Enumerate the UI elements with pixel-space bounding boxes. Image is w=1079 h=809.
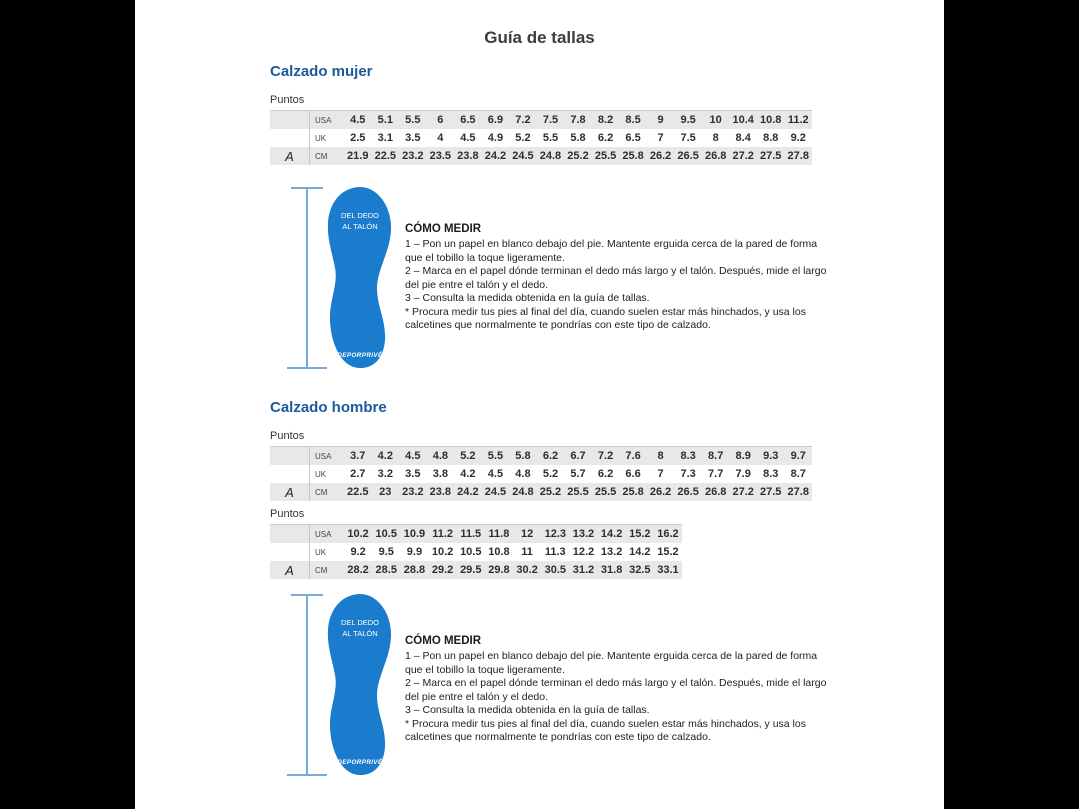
size-value: 13.2 <box>572 528 595 540</box>
marker-spacer <box>270 525 310 543</box>
size-value: 29.8 <box>488 564 510 576</box>
size-value: 28.5 <box>375 564 397 576</box>
foot-diagram-graphic <box>287 184 399 372</box>
marker-spacer <box>270 447 310 465</box>
size-value: 4 <box>437 132 444 144</box>
size-value: 31.2 <box>572 564 595 576</box>
row-label: UK <box>315 547 327 557</box>
how-to-measure-men <box>405 635 833 745</box>
size-value: 3.5 <box>405 132 421 144</box>
instruction-step-3: 3 – Consulta la medida obtenida en la guía de tallas. <box>405 292 650 304</box>
size-value: 23.2 <box>402 486 424 498</box>
size-value: 25.2 <box>539 486 562 498</box>
size-value: 5.8 <box>570 132 586 144</box>
size-value: 5.5 <box>542 132 559 144</box>
size-value: 4.8 <box>515 468 531 480</box>
size-value: 24.2 <box>457 486 479 498</box>
size-value: 23.8 <box>457 150 479 162</box>
row-label: CM <box>315 565 328 575</box>
how-to-measure-title: CÓMO MEDIR <box>405 635 482 647</box>
size-value: 10.2 <box>431 546 454 558</box>
size-value: 6.5 <box>460 114 476 126</box>
brand-logo: DEPORPRIVÉ <box>337 352 383 359</box>
size-value: 10.2 <box>347 528 369 540</box>
size-value: 7.2 <box>515 114 531 126</box>
size-value: 13.2 <box>600 546 623 558</box>
size-value: 15.2 <box>657 546 679 558</box>
size-table-women <box>270 110 812 165</box>
size-value: 25.5 <box>567 486 589 498</box>
size-value: 4.5 <box>350 114 366 126</box>
size-value: 5.8 <box>515 450 531 462</box>
size-value: 30.2 <box>516 564 538 576</box>
size-value: 2.7 <box>350 468 366 480</box>
size-value: 22.5 <box>347 486 369 498</box>
brand-logo: DEPORPRIVÉ <box>337 759 383 766</box>
size-row-uk <box>270 465 812 483</box>
size-value: 24.5 <box>512 150 534 162</box>
size-value: 12.3 <box>544 528 566 540</box>
row-label: CM <box>315 487 328 497</box>
size-value: 27.2 <box>732 486 754 498</box>
size-value: 27.5 <box>760 150 782 162</box>
foot-label-line2: AL TALÓN <box>342 629 378 638</box>
size-value: 6.9 <box>487 114 504 126</box>
row-label: USA <box>315 451 332 461</box>
size-value: 7.5 <box>680 132 696 144</box>
size-value: 6.2 <box>597 468 614 480</box>
section-heading-men: Calzado hombre <box>270 399 387 416</box>
size-value: 22.5 <box>374 150 396 162</box>
size-value: 14.2 <box>600 528 623 540</box>
size-value: 33.1 <box>657 564 679 576</box>
size-value: 10.8 <box>488 546 510 558</box>
size-value: 6 <box>437 114 444 126</box>
size-value: 9 <box>657 114 664 126</box>
size-value: 9.3 <box>763 450 779 462</box>
size-value: 7.2 <box>597 450 614 462</box>
size-guide-sheet <box>135 0 944 809</box>
size-value: 8.7 <box>708 450 724 462</box>
size-value: 29.2 <box>431 564 454 576</box>
size-value: 5.5 <box>405 114 421 126</box>
size-value: 7.9 <box>735 468 751 480</box>
how-to-measure-women <box>405 223 833 333</box>
size-value: 27.8 <box>787 150 809 162</box>
size-value: 9.9 <box>406 546 423 558</box>
measurement-line <box>287 595 327 775</box>
size-value: 11 <box>521 546 533 558</box>
size-value: 8.3 <box>680 450 696 462</box>
size-value: 4.5 <box>487 468 504 480</box>
size-value: 23.8 <box>429 486 452 498</box>
size-value: 7.6 <box>625 450 641 462</box>
marker-spacer <box>270 129 310 147</box>
size-value: 10.4 <box>732 114 754 126</box>
size-table-men-2 <box>270 524 682 579</box>
points-label-men-2: Puntos <box>270 508 305 520</box>
size-value: 7 <box>657 132 664 144</box>
size-value: 9.7 <box>790 450 806 462</box>
size-value: 16.2 <box>657 528 679 540</box>
foot-label-line1: DEL DEDO <box>340 618 380 627</box>
size-row-uk <box>270 129 812 147</box>
size-value: 5.7 <box>570 468 586 480</box>
size-row-uk <box>270 543 682 561</box>
points-label-men-1: Puntos <box>270 430 305 442</box>
marker-spacer <box>270 465 310 483</box>
size-value: 3.1 <box>377 132 393 144</box>
page-title: Guía de tallas <box>484 28 595 47</box>
size-value: 32.5 <box>629 564 651 576</box>
size-value: 7.7 <box>708 468 724 480</box>
size-value: 7 <box>657 468 664 480</box>
size-value: 10.8 <box>760 114 782 126</box>
size-value: 8.8 <box>763 132 779 144</box>
size-value: 26.5 <box>677 486 699 498</box>
size-value: 4.2 <box>377 450 393 462</box>
size-value: 30.5 <box>544 564 566 576</box>
size-value: 6.2 <box>597 132 614 144</box>
size-value: 5.2 <box>542 468 559 480</box>
size-value: 4.5 <box>460 132 476 144</box>
size-value: 23.5 <box>429 150 452 162</box>
size-value: 8 <box>657 450 664 462</box>
size-value: 8.4 <box>735 132 751 144</box>
size-value: 4.2 <box>460 468 476 480</box>
points-label-women: Puntos <box>270 94 305 106</box>
size-value: 5.2 <box>515 132 531 144</box>
size-value: 4.5 <box>405 450 421 462</box>
size-value: 8.2 <box>597 114 614 126</box>
row-label: USA <box>315 115 332 125</box>
size-value: 11.2 <box>787 114 809 126</box>
foot-label-line1: DEL DEDO <box>340 211 380 220</box>
size-value: 3.2 <box>377 468 393 480</box>
size-value: 31.8 <box>600 564 623 576</box>
size-value: 6.2 <box>542 450 559 462</box>
size-row-cm <box>270 483 812 501</box>
instruction-note: * Procura medir tus pies al final del día, cuando suelen estar más hinchados, y usa los calcetines que normalmente te pondrías con este tipo de calzado. <box>405 305 806 331</box>
size-row-usa <box>270 525 682 543</box>
size-value: 26.5 <box>677 150 699 162</box>
size-value: 26.8 <box>704 150 727 162</box>
foot-measurement-diagram-women <box>287 184 399 372</box>
size-value: 3.8 <box>432 468 448 480</box>
foot-measurement-diagram-men <box>287 591 399 779</box>
length-marker: A <box>270 147 310 165</box>
size-value: 6.7 <box>570 450 586 462</box>
size-value: 6.5 <box>625 132 641 144</box>
size-value: 11.3 <box>544 546 566 558</box>
size-value: 27.8 <box>787 486 809 498</box>
size-value: 7.8 <box>570 114 586 126</box>
size-value: 25.5 <box>594 486 617 498</box>
row-label: USA <box>315 529 332 539</box>
size-row-cm <box>270 147 812 165</box>
size-value: 8.3 <box>763 468 779 480</box>
size-value: 12 <box>520 528 534 540</box>
size-value: 5.1 <box>377 114 393 126</box>
size-value: 24.8 <box>512 486 534 498</box>
size-value: 8.5 <box>625 114 641 126</box>
instruction-note: * Procura medir tus pies al final del día, cuando suelen estar más hinchados, y usa los calcetines que normalmente te pondrías con este tipo de calzado. <box>405 717 806 743</box>
size-value: 10 <box>709 114 722 126</box>
size-value: 25.8 <box>622 486 644 498</box>
instruction-step-1: 1 – Pon un papel en blanco debajo del pie. Mantente erguida cerca de la pared de forma que el tobillo la toque ligeramente. <box>405 650 818 676</box>
size-value: 21.9 <box>347 150 369 162</box>
size-value: 10.5 <box>375 528 397 540</box>
size-value: 9.2 <box>350 546 366 558</box>
size-value: 8.9 <box>735 450 751 462</box>
size-value: 28.2 <box>347 564 369 576</box>
size-value: 24.2 <box>484 150 507 162</box>
section-heading-women: Calzado mujer <box>270 63 373 80</box>
size-value: 27.5 <box>760 486 782 498</box>
foot-diagram-graphic <box>287 591 399 779</box>
size-value: 9.5 <box>680 114 696 126</box>
size-value: 11.2 <box>432 528 453 540</box>
size-row-cm <box>270 561 682 579</box>
size-value: 7.5 <box>542 114 559 126</box>
size-value: 11.8 <box>488 528 510 540</box>
size-value: 26.8 <box>704 486 727 498</box>
instruction-step-1: 1 – Pon un papel en blanco debajo del pie. Mantente erguida cerca de la pared de forma que el tobillo la toque ligeramente. <box>405 238 818 264</box>
size-value: 25.8 <box>622 150 644 162</box>
length-marker: A <box>270 561 310 579</box>
size-value: 3.7 <box>350 450 366 462</box>
row-label: UK <box>315 133 327 143</box>
size-value: 12.2 <box>572 546 595 558</box>
instruction-step-2: 2 – Marca en el papel dónde terminan el dedo más largo y el talón. Después, mide el largo del pie entre el talón y el dedo. <box>405 265 827 291</box>
instruction-step-2: 2 – Marca en el papel dónde terminan el dedo más largo y el talón. Después, mide el largo del pie entre el talón y el dedo. <box>405 677 827 703</box>
size-value: 29.5 <box>460 564 482 576</box>
size-value: 9.2 <box>790 132 806 144</box>
size-value: 26.2 <box>649 486 672 498</box>
marker-spacer <box>270 543 310 561</box>
marker-spacer <box>270 111 310 129</box>
size-value: 4.9 <box>487 132 504 144</box>
size-value: 5.5 <box>487 450 504 462</box>
size-value: 14.2 <box>629 546 651 558</box>
size-value: 28.8 <box>403 564 426 576</box>
size-value: 3.5 <box>405 468 421 480</box>
size-value: 9.5 <box>378 546 394 558</box>
size-table-men-1 <box>270 446 812 501</box>
length-marker: A <box>270 483 310 501</box>
size-value: 24.8 <box>539 150 562 162</box>
size-row-usa <box>270 111 812 129</box>
size-value: 8 <box>712 132 719 144</box>
size-value: 25.2 <box>567 150 589 162</box>
foot-label-line2: AL TALÓN <box>342 222 378 231</box>
size-value: 11.5 <box>460 528 482 540</box>
size-value: 5.2 <box>460 450 476 462</box>
size-value: 10.5 <box>460 546 482 558</box>
size-row-usa <box>270 447 812 465</box>
size-value: 8.7 <box>790 468 806 480</box>
measurement-line <box>287 188 327 368</box>
size-value: 2.5 <box>350 132 366 144</box>
size-value: 23 <box>379 486 392 498</box>
size-value: 10.9 <box>403 528 426 540</box>
size-value: 7.3 <box>680 468 696 480</box>
row-label: UK <box>315 469 327 479</box>
size-value: 15.2 <box>629 528 651 540</box>
size-value: 23.2 <box>402 150 424 162</box>
size-value: 26.2 <box>649 150 672 162</box>
size-value: 6.6 <box>625 468 641 480</box>
row-label: CM <box>315 151 328 161</box>
size-value: 4.8 <box>432 450 448 462</box>
instruction-step-3: 3 – Consulta la medida obtenida en la guía de tallas. <box>405 704 650 716</box>
size-value: 25.5 <box>594 150 617 162</box>
how-to-measure-title: CÓMO MEDIR <box>405 223 482 235</box>
size-value: 27.2 <box>732 150 754 162</box>
size-value: 24.5 <box>484 486 507 498</box>
